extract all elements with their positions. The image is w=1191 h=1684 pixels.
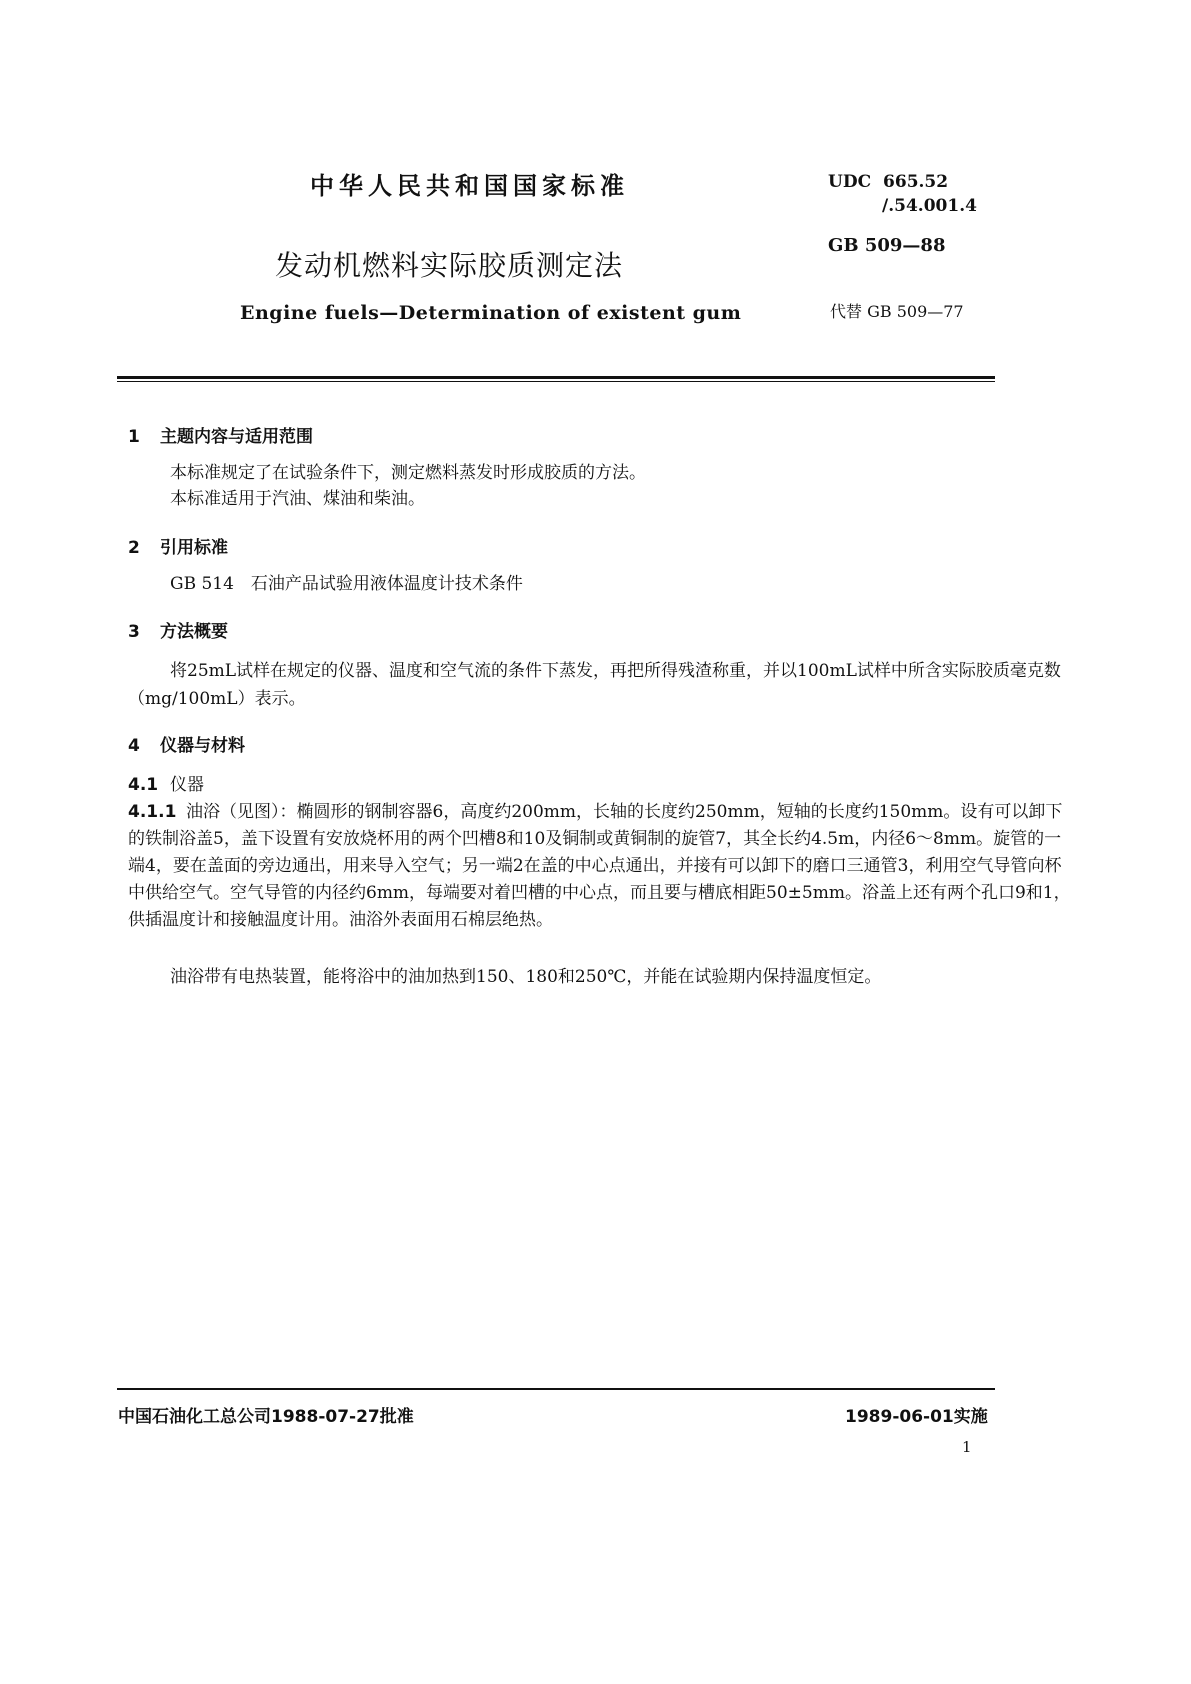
subsection-number: 4.1.1 [128, 802, 177, 822]
section-title: 引用标准 [160, 538, 228, 558]
udc-line2: /.54.001.4 [882, 196, 977, 216]
header-divider-bottom [117, 381, 995, 382]
section-number: 2 [128, 538, 140, 558]
subsection-4-1-1-paragraph [128, 799, 1078, 934]
implementation-date: 1989-06-01实施 [845, 1407, 988, 1427]
section-2-paragraph-1: GB 514 石油产品试验用液体温度计技术条件 [170, 574, 523, 594]
section-3-heading [128, 617, 228, 642]
subsection-4-1-heading [128, 770, 204, 795]
section-title: 方法概要 [160, 622, 228, 642]
document-title-en: Engine fuels—Determination of existent gum [240, 302, 742, 324]
udc-label: UDC [828, 172, 872, 192]
subsection-4-1-1-paragraph-2: 油浴带有电热装置，能将浴中的油加热到150、180和250℃，并能在试验期内保持温度恒定。 [170, 967, 882, 987]
section-number: 1 [128, 427, 140, 447]
replaces-note: 代替 GB 509—77 [830, 302, 964, 321]
document-title-cn: 发动机燃料实际胶质测定法 [275, 249, 624, 282]
gb-code: GB 509—88 [828, 235, 946, 256]
section-1-paragraph-1: 本标准规定了在试验条件下，测定燃料蒸发时形成胶质的方法。 [170, 463, 646, 483]
section-title: 主题内容与适用范围 [160, 427, 313, 447]
section-1-paragraph-2: 本标准适用于汽油、煤油和柴油。 [170, 489, 425, 509]
footer-divider [117, 1388, 995, 1390]
section-1-heading [128, 422, 313, 447]
udc-line1: 665.52 [883, 172, 949, 192]
national-standard-heading: 中华人民共和国国家标准 [310, 172, 629, 200]
header-divider-top [117, 376, 995, 379]
section-number: 4 [128, 736, 140, 756]
subsection-text: 油浴（见图）：椭圆形的钢制容器6，高度约200mm，长轴的长度约250mm，短轴的长度约150mm。设有可以卸下的铁制浴盖5，盖下设置有安放烧杯用的两个凹槽8和10及铜制或黄铜制的旋管7，其全长约4.5m，内径6～8mm。旋管的一端4，要在盖面的旁边通出，用来导入空气；另一端2在盖的中心点通出，并接有可以卸下的磨口三通管3，利用空气导管向杯中供给空气。空气导管的内径约6mm，每端要对着凹槽的中心点，而且要与槽底相距50±5mm。浴盖上还有两个孔口9和1，供插温度计和接触温度计用。油浴外表面用石棉层绝热。 [128, 802, 1071, 930]
subsection-number: 4.1 [128, 775, 159, 795]
page-number: 1 [962, 1438, 972, 1456]
section-2-heading [128, 533, 228, 558]
section-title: 仪器与材料 [160, 736, 245, 756]
section-4-heading [128, 731, 245, 756]
subsection-title: 仪器 [170, 775, 204, 795]
udc-block [828, 172, 948, 192]
section-3-paragraph-1: 将25mL试样在规定的仪器、温度和空气流的条件下蒸发，再把所得残渣称重，并以100mL试样中所含实际胶质毫克数（mg/100mL）表示。 [128, 661, 1061, 709]
section-number: 3 [128, 622, 140, 642]
approval-note: 中国石油化工总公司1988-07-27批准 [118, 1407, 414, 1427]
